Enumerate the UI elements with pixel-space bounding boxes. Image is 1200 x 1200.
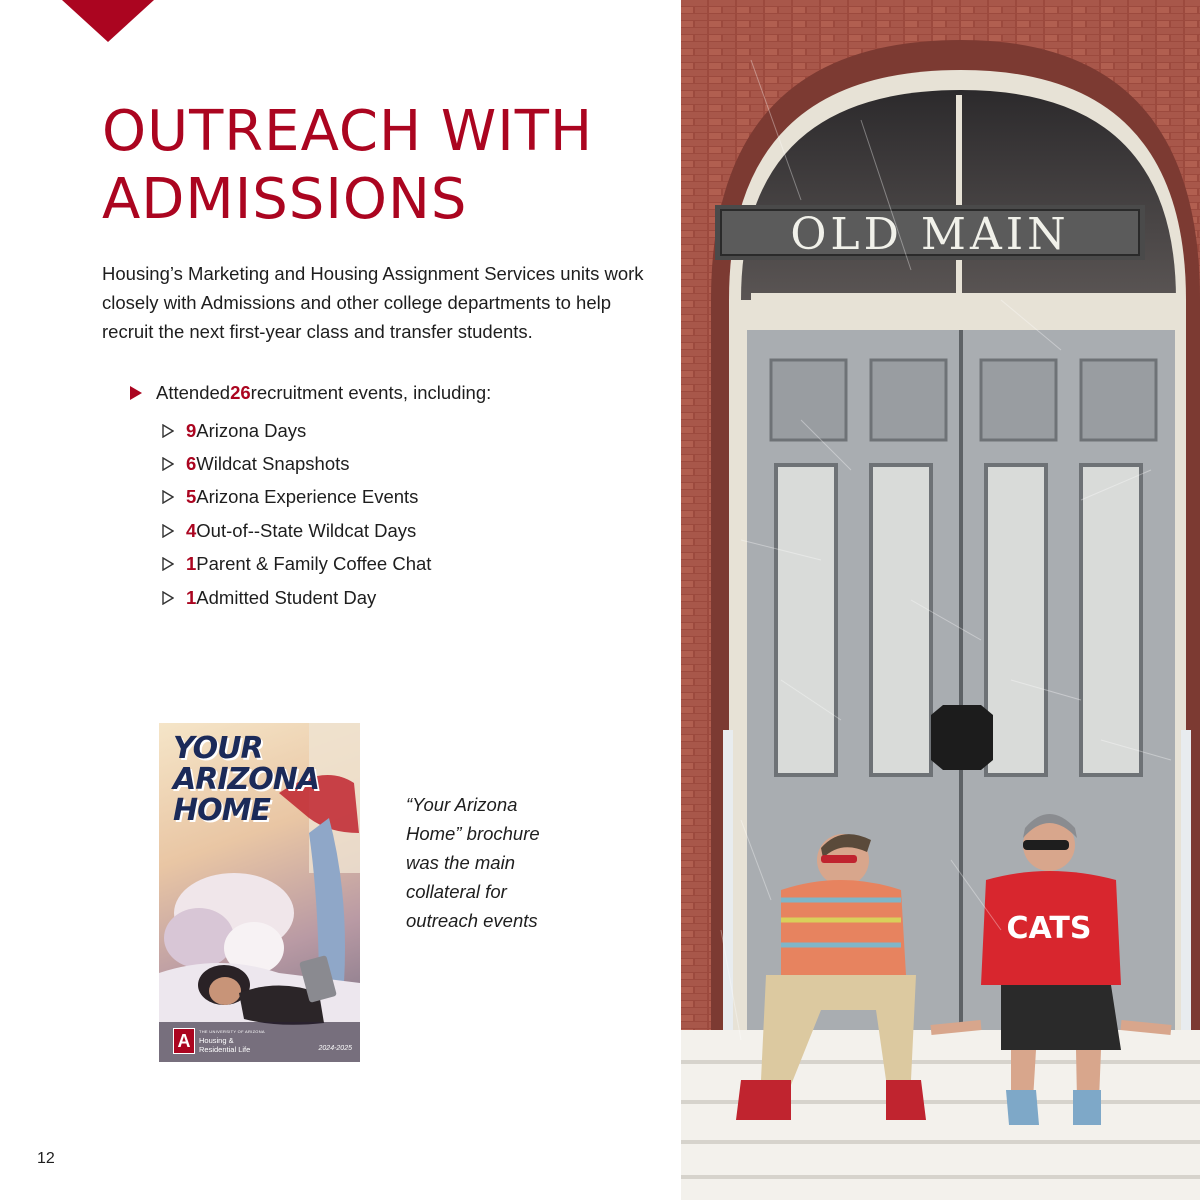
page-title (102, 98, 593, 234)
shirt-text: CATS (1006, 911, 1092, 946)
page-title-line-1: OUTREACH WITH (102, 99, 594, 164)
event-label: Out-of--State Wildcat Days (196, 519, 417, 541)
page-number: 12 (37, 1150, 55, 1167)
brochure-title (173, 733, 319, 826)
events-lead-after: recruitment events, including: (250, 382, 492, 403)
triangle-outline-bullet-icon (162, 424, 174, 438)
triangle-outline-bullet-icon (162, 557, 174, 571)
event-label: Arizona Experience Events (196, 486, 419, 508)
event-count: 9 (186, 419, 197, 441)
brochure-org-name: Housing & Residential Life (199, 1036, 251, 1054)
brochure-title-line: ARIZONA (173, 762, 320, 797)
page-title-line-2: ADMISSIONS (102, 167, 468, 232)
triangle-bullet-icon (130, 386, 142, 400)
brochure-university-name: THE UNIVERSITY OF ARIZONA (199, 1029, 265, 1034)
brochure-title-line: HOME (173, 793, 270, 828)
event-label: Arizona Days (196, 419, 307, 441)
list-item (162, 447, 431, 480)
events-total-count: 26 (230, 382, 251, 403)
list-item (162, 514, 431, 547)
list-item (162, 481, 431, 514)
events-summary (130, 382, 491, 404)
event-label: Parent & Family Coffee Chat (196, 553, 432, 575)
event-label: Wildcat Snapshots (196, 453, 350, 475)
brochure-year: 2024-2025 (318, 1045, 352, 1052)
university-logo: A (173, 1028, 195, 1054)
list-item (162, 414, 431, 447)
triangle-outline-bullet-icon (162, 591, 174, 605)
list-item (162, 581, 431, 614)
events-list (162, 414, 431, 614)
old-main-sign-text: OLD MAIN (790, 209, 1070, 260)
event-count: 1 (186, 586, 197, 608)
brochure-cover-image (159, 723, 360, 1062)
brochure-caption: “Your Arizona Home” brochure was the main collateral for outreach events (406, 794, 540, 931)
event-count: 1 (186, 553, 197, 575)
old-main-photo (681, 0, 1200, 1200)
event-count: 6 (186, 453, 197, 475)
intro-paragraph: Housing’s Marketing and Housing Assignment Services units work closely with Admissions and other college departments to help recruit the next first-year class and transfer students. (102, 263, 644, 342)
brochure-footer (159, 1022, 360, 1062)
event-count: 4 (186, 519, 197, 541)
corner-tab-decoration (62, 0, 154, 42)
event-label: Admitted Student Day (196, 586, 377, 608)
triangle-outline-bullet-icon (162, 490, 174, 504)
brochure-title-line: YOUR (173, 731, 263, 766)
triangle-outline-bullet-icon (162, 524, 174, 538)
event-count: 5 (186, 486, 197, 508)
list-item (162, 548, 431, 581)
triangle-outline-bullet-icon (162, 457, 174, 471)
events-lead-before: Attended (156, 382, 231, 403)
